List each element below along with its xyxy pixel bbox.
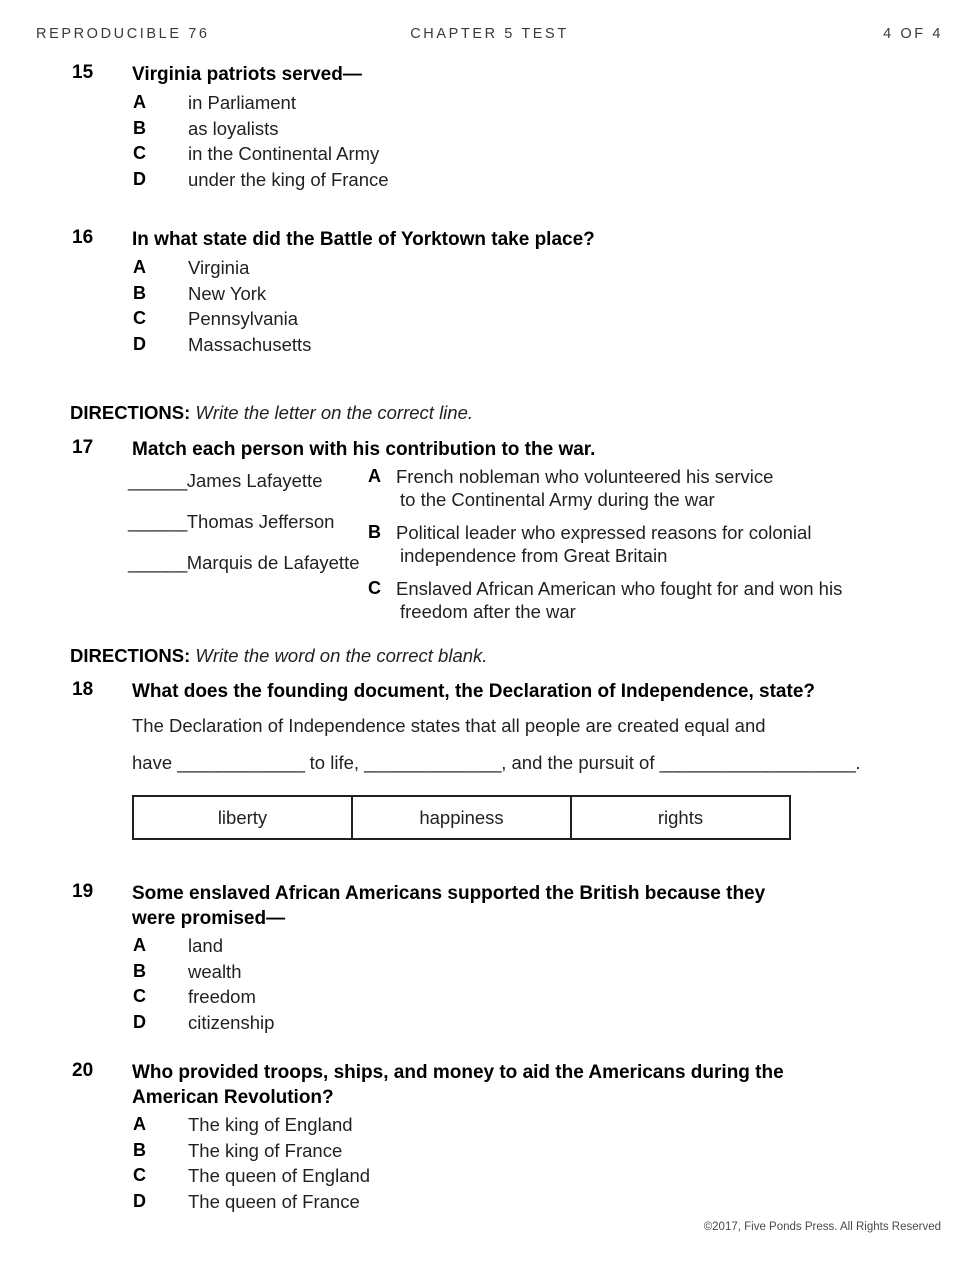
- word-bank-cell[interactable]: rights: [657, 806, 704, 828]
- question-20: [60, 1060, 939, 1214]
- choice-text: in Parliament: [188, 92, 296, 113]
- definition-text: [396, 466, 949, 511]
- word-bank-table: [132, 795, 791, 840]
- matching-definitions-column: [368, 466, 949, 634]
- answer-blank[interactable]: ______: [128, 511, 187, 532]
- choice-text: Virginia: [188, 257, 250, 278]
- choice-option[interactable]: [60, 332, 939, 358]
- word-bank-cell[interactable]: happiness: [353, 797, 572, 838]
- directions-label: DIRECTIONS:: [70, 402, 191, 423]
- running-head-right: 4 OF 4: [883, 26, 943, 42]
- choice-option[interactable]: [60, 1189, 939, 1215]
- choice-option[interactable]: [60, 1010, 939, 1036]
- question-18: [60, 679, 939, 705]
- matching-name-row[interactable]: [128, 511, 368, 532]
- answer-blank-3[interactable]: ____________________: [659, 752, 856, 773]
- choice-letter: D: [133, 168, 146, 189]
- question-15-heading: [60, 62, 939, 88]
- running-head-center: CHAPTER 5 TEST: [410, 26, 569, 42]
- matching-name-label: James Lafayette: [186, 470, 323, 491]
- question-16-choices: [60, 255, 939, 357]
- matching-definition[interactable]: [368, 578, 949, 623]
- choice-letter: B: [133, 960, 146, 981]
- choice-option[interactable]: [60, 1112, 939, 1138]
- sentence-part-b: to life,: [304, 752, 365, 773]
- running-head: [36, 26, 943, 48]
- question-15: [60, 62, 939, 192]
- question-16: [60, 227, 939, 357]
- question-16-heading: [60, 227, 939, 253]
- choice-text: Massachusetts: [188, 333, 312, 355]
- definition-line-1: Enslaved African American who fought for and won his: [396, 578, 843, 599]
- choice-option[interactable]: [60, 141, 939, 167]
- choice-letter: B: [133, 1139, 146, 1160]
- choice-letter: D: [133, 1190, 146, 1211]
- copyright-notice: ©2017, Five Ponds Press. All Rights Reserved: [703, 1221, 941, 1233]
- question-18-heading: [60, 679, 939, 705]
- sentence-part-d: .: [855, 752, 861, 773]
- sentence-line: [132, 752, 939, 774]
- question-19-choices: [60, 933, 939, 1035]
- definition-letter: A: [368, 466, 381, 486]
- sentence-part-c: , and the pursuit of: [501, 752, 660, 773]
- matching-names-column: [128, 470, 368, 593]
- choice-option[interactable]: [60, 116, 939, 142]
- choice-text: land: [188, 935, 223, 956]
- choice-option[interactable]: [60, 984, 939, 1010]
- choice-text: The queen of France: [188, 1190, 360, 1212]
- choice-option[interactable]: [60, 1163, 939, 1189]
- choice-text: freedom: [188, 986, 256, 1007]
- matching-name-row[interactable]: [128, 552, 368, 573]
- directions-label: DIRECTIONS:: [70, 645, 191, 666]
- choice-letter: C: [133, 308, 146, 328]
- choice-letter: A: [133, 257, 146, 277]
- choice-option[interactable]: [60, 959, 939, 985]
- answer-blank[interactable]: ______: [128, 470, 187, 491]
- question-17: [60, 437, 939, 463]
- choice-option[interactable]: [60, 90, 939, 116]
- question-20-heading: [60, 1060, 939, 1110]
- choice-letter: D: [133, 1011, 146, 1032]
- question-18-text: What does the founding document, the Declaration of Independence, state?: [132, 681, 815, 702]
- definition-letter: B: [368, 522, 381, 542]
- question-19-heading: [60, 881, 939, 931]
- answer-blank-2[interactable]: ______________: [364, 752, 502, 773]
- question-17-heading: [60, 437, 939, 463]
- choice-option[interactable]: [60, 255, 939, 281]
- choice-option[interactable]: [60, 281, 939, 307]
- choice-letter: B: [133, 117, 146, 138]
- question-19-text: [132, 881, 939, 931]
- choice-text: under the king of France: [188, 168, 389, 190]
- question-19-number: 19: [72, 881, 94, 902]
- question-18-number: 18: [72, 679, 94, 700]
- definition-line-1: Political leader who expressed reasons for colonial: [396, 522, 812, 543]
- choice-text: as loyalists: [188, 117, 279, 139]
- choice-letter: A: [133, 935, 146, 955]
- definition-line-2: to the Continental Army during the war: [400, 488, 715, 510]
- choice-text: The king of England: [188, 1114, 353, 1135]
- directions-text: Write the word on the correct blank.: [190, 645, 488, 666]
- choice-text: citizenship: [188, 1011, 275, 1033]
- question-16-text: In what state did the Battle of Yorktown take place?: [132, 229, 595, 250]
- choice-option[interactable]: [60, 1138, 939, 1164]
- choice-text: New York: [188, 282, 267, 304]
- choice-letter: C: [133, 143, 146, 163]
- question-20-text: [132, 1060, 939, 1110]
- question-19: [60, 881, 939, 1035]
- choice-letter: A: [133, 92, 146, 112]
- matching-definition[interactable]: [368, 466, 949, 511]
- sentence-line: The Declaration of Independence states that all people are created equal and: [132, 715, 766, 736]
- word-bank-cell[interactable]: liberty: [134, 797, 353, 838]
- question-17-text: Match each person with his contribution to the war.: [132, 439, 596, 460]
- answer-blank-1[interactable]: _____________: [177, 752, 305, 773]
- question-16-number: 16: [72, 227, 94, 248]
- sentence-part-a: have: [132, 752, 178, 773]
- question-20-line-1: Who provided troops, ships, and money to aid the Americans during the: [132, 1062, 784, 1083]
- question-19-line-2: were promised—: [132, 908, 286, 929]
- question-18-sentence-line-2: [132, 752, 939, 774]
- question-18-sentence-line-1: [132, 715, 939, 737]
- definition-line-2: independence from Great Britain: [400, 544, 668, 566]
- definition-letter: C: [368, 578, 381, 598]
- question-17-number: 17: [72, 437, 94, 458]
- definition-line-1: French nobleman who volunteered his service: [396, 466, 774, 487]
- matching-definition[interactable]: [368, 522, 949, 567]
- question-20-choices: [60, 1112, 939, 1214]
- choice-text: in the Continental Army: [188, 143, 380, 164]
- matching-name-label: Marquis de Lafayette: [186, 552, 360, 573]
- question-15-text: Virginia patriots served—: [132, 64, 362, 85]
- running-head-left: REPRODUCIBLE 76: [36, 26, 210, 42]
- directions-text: Write the letter on the correct line.: [190, 402, 474, 423]
- question-19-line-1: Some enslaved African Americans supported the British because they: [132, 883, 766, 904]
- choice-option[interactable]: [60, 167, 939, 193]
- choice-letter: A: [133, 1114, 146, 1134]
- directions-word: [70, 645, 487, 667]
- choice-text: Pennsylvania: [188, 308, 299, 329]
- question-15-number: 15: [72, 62, 94, 83]
- question-20-line-2: American Revolution?: [132, 1087, 334, 1108]
- choice-text: wealth: [188, 960, 242, 982]
- choice-text: The queen of England: [188, 1165, 371, 1186]
- choice-option[interactable]: [60, 933, 939, 959]
- question-15-choices: [60, 90, 939, 192]
- question-20-number: 20: [72, 1060, 94, 1081]
- choice-letter: D: [133, 333, 146, 354]
- choice-letter: B: [133, 282, 146, 303]
- matching-name-label: Thomas Jefferson: [186, 511, 335, 532]
- matching-name-row[interactable]: [128, 470, 368, 491]
- answer-blank[interactable]: ______: [128, 552, 187, 573]
- choice-text: The king of France: [188, 1139, 343, 1161]
- choice-letter: C: [133, 986, 146, 1006]
- definition-line-2: freedom after the war: [400, 600, 576, 622]
- definition-text: [396, 578, 949, 623]
- directions-letter: [70, 402, 473, 424]
- choice-option[interactable]: [60, 306, 939, 332]
- definition-text: [396, 522, 949, 567]
- choice-letter: C: [133, 1165, 146, 1185]
